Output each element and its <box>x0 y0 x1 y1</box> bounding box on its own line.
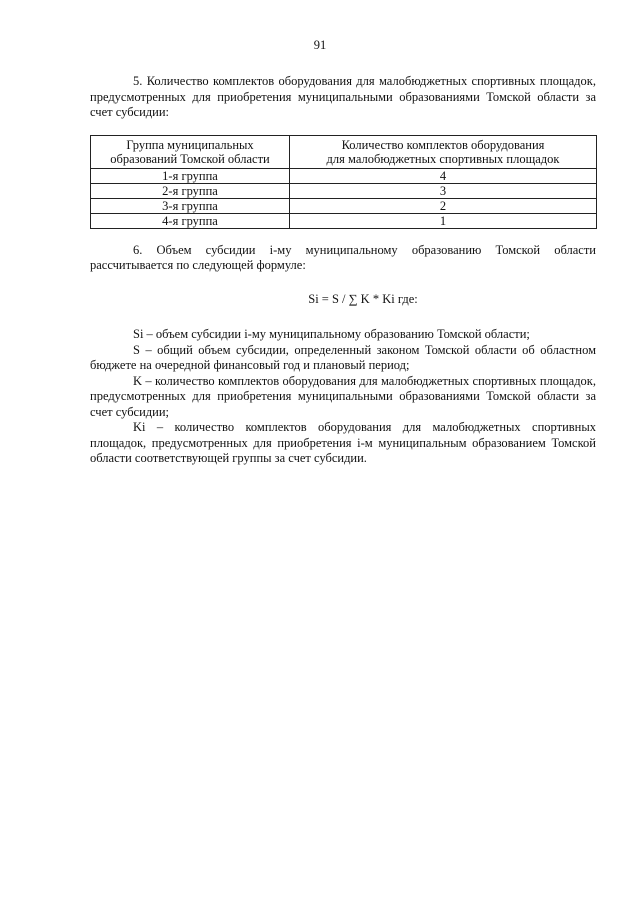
equipment-table <box>90 135 597 229</box>
group-cell: 2-я группа <box>91 183 290 198</box>
section-6-paragraph: 6. Объем субсидии i-му муниципальному образованию Томской области рассчитывается по следующей формуле: <box>90 242 596 272</box>
column-header-quantity-line2: для малобюджетных спортивных площадок <box>326 151 560 166</box>
equipment-table-container <box>90 135 596 229</box>
definition-ki: Ki – количество комплектов оборудования для малобюджетных спортивных площадок, предусмотренных для приобретения i-м муниципальным образованием Томской области соответствующей группы за счет субсидии. <box>90 420 596 465</box>
table-row <box>91 168 597 183</box>
page-number: 91 <box>313 38 327 52</box>
quantity-cell: 4 <box>290 168 597 183</box>
group-cell: 4-я группа <box>91 213 290 228</box>
definition-si: Si – объем субсидии i-му муниципальному образованию Томской области; <box>133 327 530 341</box>
column-header-quantity-line1: Количество комплектов оборудования <box>341 137 545 152</box>
quantity-cell: 2 <box>290 198 597 213</box>
column-header-group <box>91 135 290 168</box>
section-6 <box>90 243 596 467</box>
column-header-group-line2: образований Томской области <box>110 151 270 166</box>
subsidy-formula: Si = S / ∑ K * Ki где: <box>308 291 418 306</box>
table-header-row <box>91 135 597 168</box>
definition-s: S – общий объем субсидии, определенный законом Томской области об областном бюджете на очередной финансовый год и плановый период; <box>90 342 596 372</box>
quantity-cell: 1 <box>290 213 597 228</box>
column-header-group-line1: Группа муниципальных <box>126 137 254 152</box>
document-body <box>90 74 596 467</box>
table-row <box>91 213 597 228</box>
table-row <box>91 198 597 213</box>
quantity-cell: 3 <box>290 183 597 198</box>
column-header-quantity <box>290 135 597 168</box>
section-5-paragraph: 5. Количество комплектов оборудования для малобюджетных спортивных площадок, предусмотренных для приобретения муниципальными образованиями Томской области за счет субсидии: <box>90 74 596 119</box>
definition-k: K – количество комплектов оборудования для малобюджетных спортивных площадок, предусмотренных для приобретения муниципальными образованиями Томской области за счет субсидии; <box>90 373 596 419</box>
table-row <box>91 183 597 198</box>
group-cell: 1-я группа <box>91 168 290 183</box>
group-cell: 3-я группа <box>91 198 290 213</box>
